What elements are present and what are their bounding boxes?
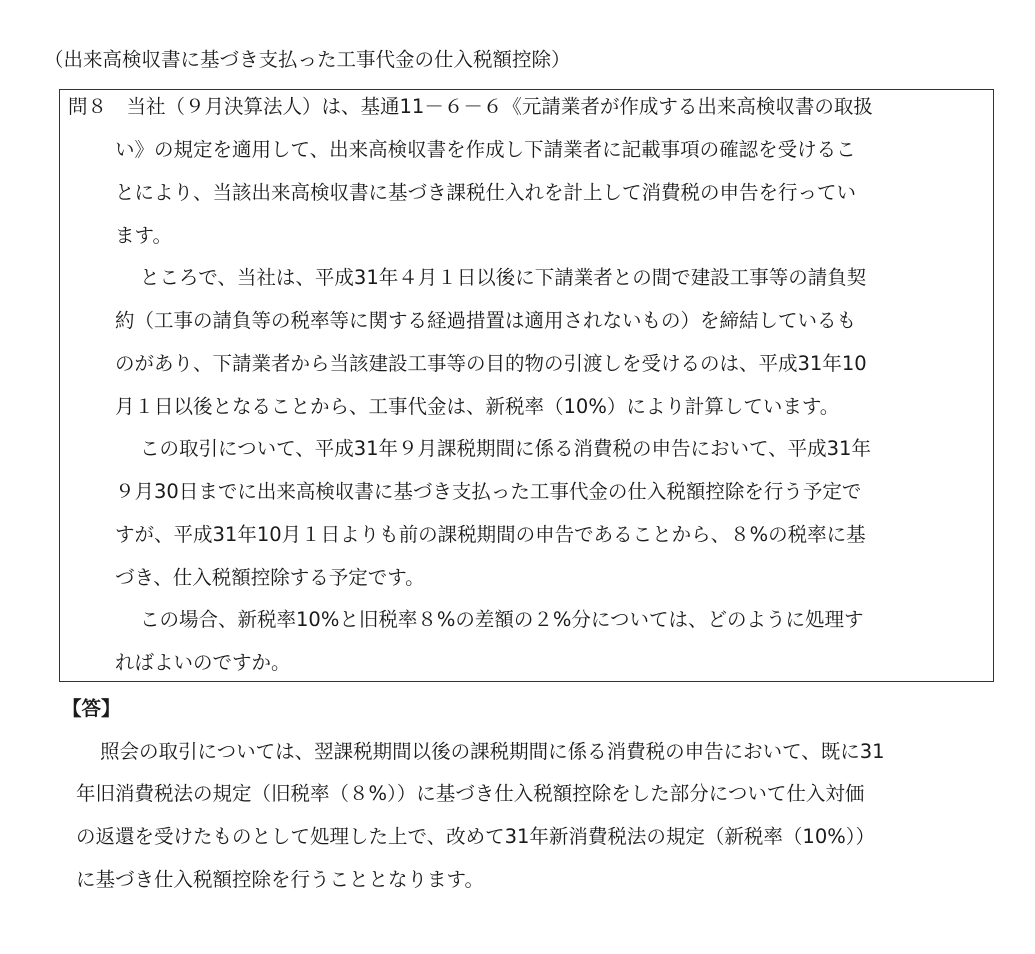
answer-label: 【答】 — [62, 697, 121, 720]
question-line: 約（工事の請負等の税率等に関する経過措置は適用されないもの）を締結しているも — [115, 309, 857, 332]
question-line: すが、平成31年10月１日よりも前の課税期間の申告であることから、８%の税率に基 — [115, 523, 866, 546]
question-line: この場合、新税率10%と旧税率８%の差額の２%分については、どのように処理す — [140, 608, 864, 631]
question-line: 月１日以後となることから、工事代金は、新税率（10%）により計算しています。 — [115, 395, 840, 418]
answer-line: 照会の取引については、翌課税期間以後の課税期間に係る消費税の申告において、既に31 — [100, 740, 885, 763]
question-box — [59, 89, 994, 682]
question-line: のがあり、下請業者から当該建設工事等の目的物の引渡しを受けるのは、平成31年10 — [115, 352, 867, 375]
question-line: 問８ 当社（９月決算法人）は、基通11－６－６《元請業者が作成する出来高検収書の取扱 — [68, 95, 873, 118]
question-line: い》の規定を適用して、出来高検収書を作成し下請業者に記載事項の確認を受けるこ — [115, 138, 856, 161]
question-line: ます。 — [115, 224, 172, 247]
question-line: ９月30日までに出来高検収書に基づき支払った工事代金の仕入税額控除を行う予定で — [115, 480, 862, 503]
answer-line: 年旧消費税法の規定（旧税率（８%））に基づき仕入税額控除をした部分について仕入対価 — [76, 782, 865, 805]
question-line: ところで、当社は、平成31年４月１日以後に下請業者との間で建設工事等の請負契 — [140, 266, 867, 289]
question-line: この取引について、平成31年９月課税期間に係る消費税の申告において、平成31年 — [140, 437, 871, 460]
page-heading: （出来高検収書に基づき支払った工事代金の仕入税額控除） — [44, 48, 571, 71]
question-line: ればよいのですか。 — [115, 651, 291, 674]
question-line: とにより、当該出来高検収書に基づき課税仕入れを計上して消費税の申告を行ってい — [115, 181, 857, 204]
question-line: づき、仕入税額控除する予定です。 — [115, 566, 425, 589]
answer-line: の返還を受けたものとして処理した上で、改めて31年新消費税法の規定（新税率（10%）） — [76, 825, 876, 848]
answer-line: に基づき仕入税額控除を行うこととなります。 — [76, 868, 484, 891]
